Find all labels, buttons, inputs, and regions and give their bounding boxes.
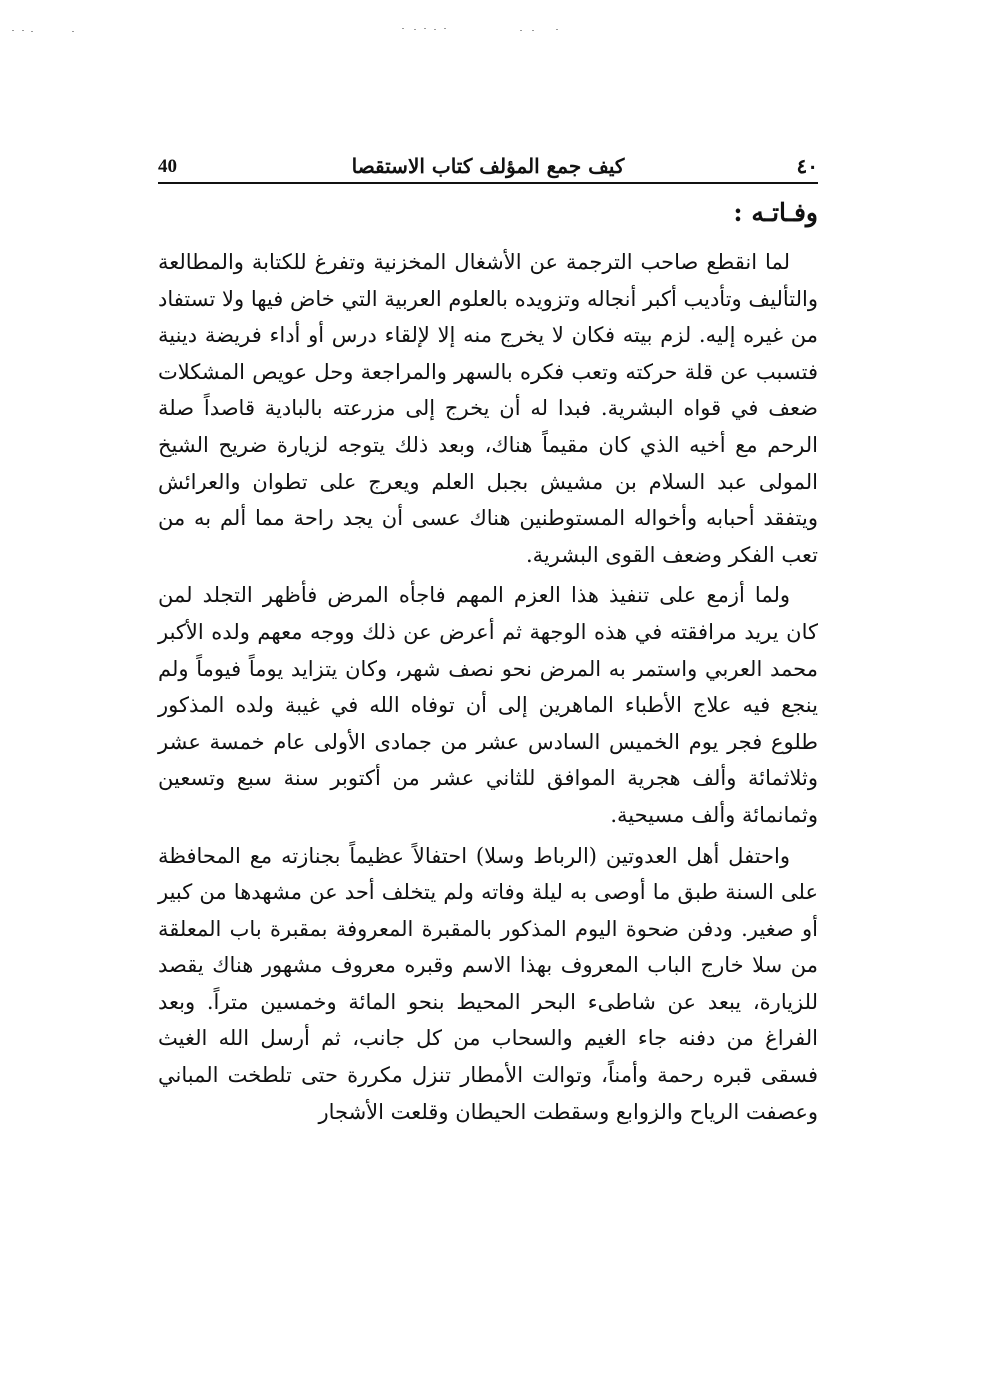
section-heading: وفـاتـه : (733, 198, 818, 227)
running-header (158, 150, 818, 182)
scan-speck (12, 30, 14, 31)
paragraph: واحتفل أهل العدوتين (الرباط وسلا) احتفالاً عظيماً بجنازته مع المحافظة على السنة طبق ما أوصى به ليلة وفاته ولم يتخلف أحد عن مشهدها من كبير أو صغير. ودفن ضحوة اليوم المذكور بالمقبرة المعروفة بمقبرة باب المعلقة من سلا خارج الباب المعروف بهذا الاسم وقبره معروف مشهور هناك يقصد للزيارة، يبعد عن شاطىء البحر المحيط بنحو المائة وخمسين متراً. وبعد الفراغ من دفنه جاء الغيم والسحاب من كل جانب، ثم أرسل الله الغيث فسقى قبره رحمة وأمناً، وتوالت الأمطار تنزل مكررة حتى تلطخت المباني وعصفت الرياح والزوابع وسقطت الحيطان وقلعت الأشجار (158, 843, 818, 1124)
scan-noise (0, 26, 986, 46)
scan-speck (520, 30, 522, 31)
page-number-arabic: ٤٠ (796, 154, 818, 178)
header-divider (158, 182, 818, 184)
scan-speck (402, 28, 404, 29)
body-text (158, 244, 818, 1130)
scan-speck (72, 31, 74, 32)
running-title: كيف جمع المؤلف كتاب الاستقصا (351, 154, 625, 178)
scan-speck (556, 29, 558, 30)
scan-speck (434, 29, 436, 30)
scan-speck (414, 29, 416, 30)
scan-speck (22, 30, 24, 31)
scan-speck (532, 30, 534, 31)
paragraph: ولما أزمع على تنفيذ هذا العزم المهم فاجأه المرض فأظهر التجلد لمن كان يريد مرافقته في هذه الوجهة ثم أعرض عن ذلك ووجه معهم ولده الأكبر محمد العربي واستمر به المرض نحو نصف شهر، وكان يتزايد يوماً فيوماً ولم ينجع فيه علاج الأطباء الماهرين إلى أن توفاه الله في غيبة ولده المذكور طلوع فجر يوم الخميس السادس عشر من جمادى الأولى عام خمسة عشر وثلاثمائة وألف هجرية الموافق للثاني عشر من أكتوبر سنة سبع وتسعين وثمانمائة وألف مسيحية. (158, 583, 818, 827)
scan-speck (31, 31, 33, 32)
page-number-latin: 40 (158, 156, 177, 177)
paragraph: لما انقطع صاحب الترجمة عن الأشغال المخزنية وتفرغ للكتابة والمطالعة والتأليف وتأديب أكبر أنجاله وتزويده بالعلوم العربية التي خاض فيها ولا تستفاد من غيره إليه. لزم بيته فكان لا يخرج منه إلا لإلقاء درس أو أداء فريضة دينية فتسبب عن قلة حركته وتعب فكره بالسهر والمراجعة وحل عويص المشكلات ضعف في قواه البشرية. فبدا له أن يخرج إلى مزرعته بالبادية قاصداً صلة الرحم مع أخيه الذي كان مقيماً هناك، وبعد ذلك يتوجه لزيارة ضريح الشيخ المولى عبد السلام بن مشيش بجبل العلم ويعرج على تطوان والعرائش ويتفقد أحبابه وأخواله المستوطنين هناك عسى أن يجد راحة مما ألم به من تعب الفكر وضعف القوى البشرية. (158, 250, 818, 567)
scan-speck (444, 28, 446, 29)
scan-speck (424, 28, 426, 29)
